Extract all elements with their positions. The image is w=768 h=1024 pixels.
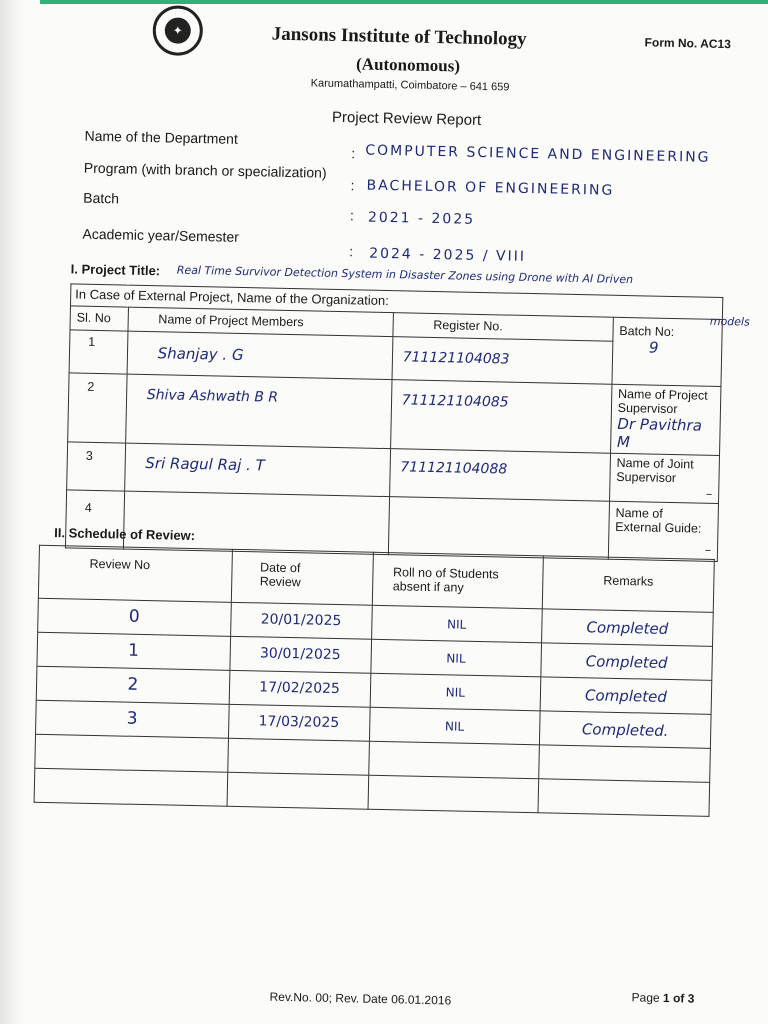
review-no: 0: [38, 598, 231, 636]
colon: :: [351, 145, 356, 162]
batch-no-label: Batch No:: [619, 323, 675, 340]
col-name-header: Name of Project Members: [128, 307, 393, 337]
review-no: [35, 734, 228, 772]
academic-year-value: 2024 - 2025 / VIII: [368, 245, 527, 265]
review-no: 2: [36, 666, 229, 704]
members-table: [65, 283, 723, 562]
member-sl: 3: [67, 442, 126, 491]
member-sl: 2: [68, 373, 127, 443]
member-name: [123, 491, 389, 555]
supervisor-cell: [610, 384, 721, 455]
institute-name: Jansons Institute of Technology: [271, 23, 527, 50]
review-date: [227, 772, 369, 809]
col-reg-header: Register No.: [393, 313, 614, 342]
review-absent: [368, 741, 539, 779]
joint-supervisor-value: –: [705, 485, 713, 501]
batch-value: 2021 - 2025: [367, 209, 476, 228]
joint-supervisor-label: Name of Joint Supervisor: [616, 455, 694, 486]
col-sl-header: Sl. No: [70, 306, 128, 331]
project-title-label: I. Project Title:: [70, 261, 161, 279]
review-date: 17/03/2025: [228, 704, 370, 741]
review-date: 30/01/2025: [229, 636, 371, 673]
review-no: [34, 768, 227, 806]
member-name: Sri Ragul Raj . T: [124, 443, 390, 497]
page-of: of: [672, 991, 685, 1006]
page-number: [631, 990, 694, 1005]
review-no: 3: [36, 700, 229, 738]
joint-supervisor-cell: [609, 453, 719, 503]
academic-year-label: Academic year/Semester: [82, 225, 240, 245]
page-current: 1: [662, 990, 670, 1006]
col-absent-header: Roll no of Students absent if any: [372, 552, 543, 609]
review-remarks: Completed: [541, 643, 713, 681]
institute-address: Karumathampatti, Coimbatore – 641 659: [310, 77, 510, 94]
member-reg: [388, 497, 609, 560]
member-reg: 711121104083: [392, 337, 613, 385]
member-sl: 1: [69, 330, 128, 374]
review-remarks: Completed.: [539, 711, 711, 749]
batch-label: Batch: [83, 189, 120, 207]
member-name: Shanjay . G: [127, 331, 393, 380]
form-number: Form No. AC13: [644, 35, 732, 52]
institute-logo-icon: [152, 5, 203, 56]
external-guide-value: –: [704, 541, 712, 557]
institute-autonomous: (Autonomous): [355, 54, 461, 76]
col-remarks-header: Remarks: [542, 556, 714, 613]
member-reg: 711121104085: [390, 380, 611, 454]
review-remarks: Completed: [542, 609, 714, 647]
member-sl: 4: [65, 490, 124, 549]
external-guide-label: Name of External Guide:: [615, 505, 702, 536]
review-absent: NIL: [369, 707, 540, 745]
logo-emblem-icon: ✦: [165, 17, 192, 44]
department-value: COMPUTER SCIENCE AND ENGINEERING: [365, 142, 711, 166]
col-review-header: Review No: [38, 545, 232, 602]
external-org-label: In Case of External Project, Name of the Organization:: [70, 284, 722, 320]
schedule-label: II. Schedule of Review:: [54, 525, 196, 544]
review-remarks: Completed: [540, 677, 712, 715]
batch-no-value: 9: [648, 338, 659, 357]
report-title: Project Review Report: [331, 108, 482, 129]
member-name: Shiva Ashwath B R: [125, 374, 391, 449]
review-absent: NIL: [370, 673, 541, 711]
project-title-value: Real Time Survivor Detection System in Disaster Zones using Drone with AI Driven: [176, 263, 634, 287]
program-label: Program (with branch or specialization): [83, 159, 327, 181]
department-label: Name of the Department: [84, 127, 238, 147]
review-remarks: [539, 745, 711, 783]
colon: :: [350, 177, 355, 194]
page-total: 3: [687, 991, 695, 1006]
supervisor-value: Dr Pavithra M: [616, 414, 703, 452]
member-reg: 711121104088: [389, 449, 610, 502]
batch-no-cell: [612, 317, 723, 386]
review-date: [227, 738, 369, 775]
review-date: 20/01/2025: [230, 602, 372, 639]
revision-footer: Rev.No. 00; Rev. Date 06.01.2016: [269, 989, 452, 1008]
page-prefix: Page: [631, 990, 660, 1005]
colon: :: [349, 243, 354, 260]
review-absent: NIL: [371, 605, 542, 643]
review-no: 1: [37, 632, 230, 670]
colon: :: [349, 207, 355, 224]
review-absent: [368, 775, 539, 813]
review-date: 17/02/2025: [229, 670, 371, 707]
project-title-continued: models: [709, 314, 750, 329]
col-date-header: Date of Review: [231, 549, 373, 605]
program-value: BACHELOR OF ENGINEERING: [366, 177, 615, 199]
external-guide-cell: [608, 501, 718, 561]
review-remarks: [538, 779, 710, 817]
supervisor-label: Name of Project Supervisor: [617, 386, 708, 417]
review-absent: NIL: [370, 639, 541, 677]
schedule-table: [34, 545, 715, 817]
